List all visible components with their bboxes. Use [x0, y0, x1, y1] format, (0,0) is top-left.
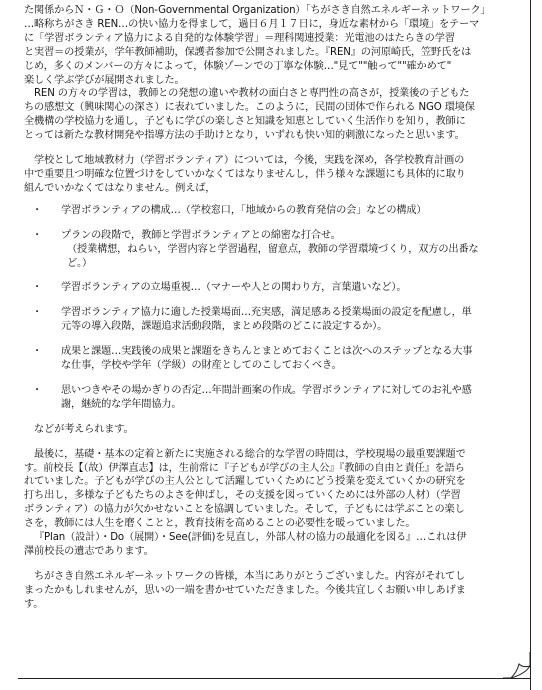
text-line: 元等の導入段階，課題追求活動段階，まとめ段階のどこに設定するか）。	[61, 321, 388, 333]
page-edge-bottom	[18, 678, 530, 679]
text-line: まったかもしれませんが，思いの一端を書かせていただきました。今後共宜しくお願い申しあげま	[24, 584, 466, 596]
intro-paragraph	[24, 4, 524, 87]
text-line: 組んでいかなくてはなりません。例えば，	[24, 182, 216, 194]
bullet-marker: ・	[32, 282, 43, 294]
bullet-marker: ・	[32, 346, 43, 358]
list-item	[24, 384, 524, 412]
text-line: 『Plan（設計）・Do（展開）・See(評価)を見直し，外部人材の協力の最適化を図る』…これは伊	[34, 532, 467, 544]
text-line: REN の方々の学習は，教師との発想の違いや教材の面白さと専門性の高さが，授業後の子どもた	[34, 88, 470, 100]
text-line: ボランティア）の協力が欠かせないことを協調していました。そして，子どもには学ぶことの楽し	[24, 504, 465, 516]
text-line: とっては新たな教材開発や指導方法の手助けとなり，いずれも快い知的刺激になったと思います。	[24, 130, 465, 142]
list-item	[24, 306, 524, 334]
text-line: …略称ちがさき REN…の快い協力を得まして，過日６月１７日に，身近な素材から「環境」をテーマ	[24, 18, 480, 30]
bullet-marker: ・	[32, 204, 43, 216]
text-line: 全機構の学校協力を通し，子どもに学びの楽しさと知識を知恵としていく生活作りを知り，教師に	[24, 116, 466, 128]
text-line: す。前校長【（故）伊澤直志】は，生前常に『子どもが学びの主人公』『教師の自由と責任』を語ら	[24, 462, 465, 474]
text-line: れていました。子どもが学びの主人公として活躍していくためにどう授業を変えていくかの研究を	[24, 476, 466, 488]
text-line: と実習＝の授業が，学年教師補助，保護者参加で公開されました。『REN』の河原崎氏，笠野氏をは	[24, 46, 472, 58]
text-line: 学習ボランティア協力に適した授業場面…充実感，満足感ある授業場面の設定を配慮し，単	[61, 307, 472, 319]
text-line: な仕事，学校や学年（学級）の財産としてのこしておくべき。	[61, 360, 342, 372]
text-line: 成果と課題…実践後の成果と課題をきちんとまとめておくことは次へのステップとなる大事	[61, 346, 473, 358]
text-line: た関係からＮ・Ｇ・Ｏ（Non-Governmental Organization）「ちがさき自然エネルギーネットワーク」	[24, 5, 491, 16]
bullet-marker: ・	[32, 384, 43, 396]
page-edge-right	[530, 0, 531, 690]
text-line: 学習ボランティアの構成…（学校窓口，「地域からの教育発信の会」などの構成）	[61, 204, 427, 216]
list-item	[24, 204, 524, 218]
text-line: 学校として地域教材力（学習ボランティア）については，今後，実践を深め，各学校教育計画の	[34, 155, 465, 167]
document-body	[24, 4, 524, 612]
text-line: じめ，多くのメンバーの方々によって，体験ゾーンでの丁寧な体験…"見て""触って""確かめて"	[24, 60, 452, 72]
text-line: 楽しく学ぶ学びが展開されました。	[24, 74, 185, 86]
text-line: ど。）	[67, 257, 93, 269]
text-line: 思いつきやその場かぎりの否定…年間計画案の作成。学習ボランティアに対してのお礼や感	[61, 384, 472, 396]
text-line: 打ち出し，多様な子どもたちのよさを伸ばし，その支援を図っていくためには外部の人材）（学習	[24, 490, 461, 502]
list-item	[24, 281, 524, 295]
text-line: 最後に，基礎・基本の定着と新たに実施される総合的な学習の時間は，学校現場の最重要課題で	[34, 448, 466, 460]
text-line: 学習ボランティアの立場重視…（マナーや人との関わり方，言葉遣いなど）。	[61, 282, 407, 294]
text-line: さを，教師には人生を磨くことと，教育技術を高めることの必要性を暖っていました。	[24, 518, 416, 530]
list-item	[24, 345, 524, 373]
page-curl-icon	[503, 652, 535, 684]
text-line: 中で重要且つ明確な位置づけをしていかなくてはなりませんし，伴う様々な課題にも具体的に取り	[24, 168, 466, 180]
text-line: に「学習ボランティア協力による自発的な体験学習」＝理科関連授業：光電池のはたらきの学習	[24, 32, 455, 44]
text-line: 謝，継続的な学年間協力。	[61, 398, 182, 410]
text-line: ちがさき自然エネルギーネットワークの皆様，本当にありがとうございました。内容がそれてし	[34, 570, 466, 582]
text-line: 澤前校長の遺志であります。	[24, 546, 154, 557]
ren-paragraph	[24, 87, 524, 143]
issue-list	[24, 204, 524, 412]
bullet-marker: ・	[32, 307, 43, 319]
final-paragraph	[24, 448, 524, 559]
text-line: （授業構想，ねらい，学習内容と学習過程，留意点，教師の学習環境づくり，双方の出番な	[67, 243, 479, 255]
bullet-marker: ・	[32, 229, 43, 241]
considered-line: などが考えられます。	[34, 423, 134, 435]
text-line: プランの段階で，教師と学習ボランティアとの綿密な打合せ。	[61, 229, 341, 241]
community-paragraph	[24, 154, 524, 196]
text-line: す。	[24, 598, 44, 610]
closing-paragraph	[24, 570, 524, 612]
list-item	[24, 229, 524, 271]
text-line: ちの感想文（興味関心の深さ）に表れていました。このように，民間の団体で作られる NGO 環境保	[24, 102, 475, 114]
